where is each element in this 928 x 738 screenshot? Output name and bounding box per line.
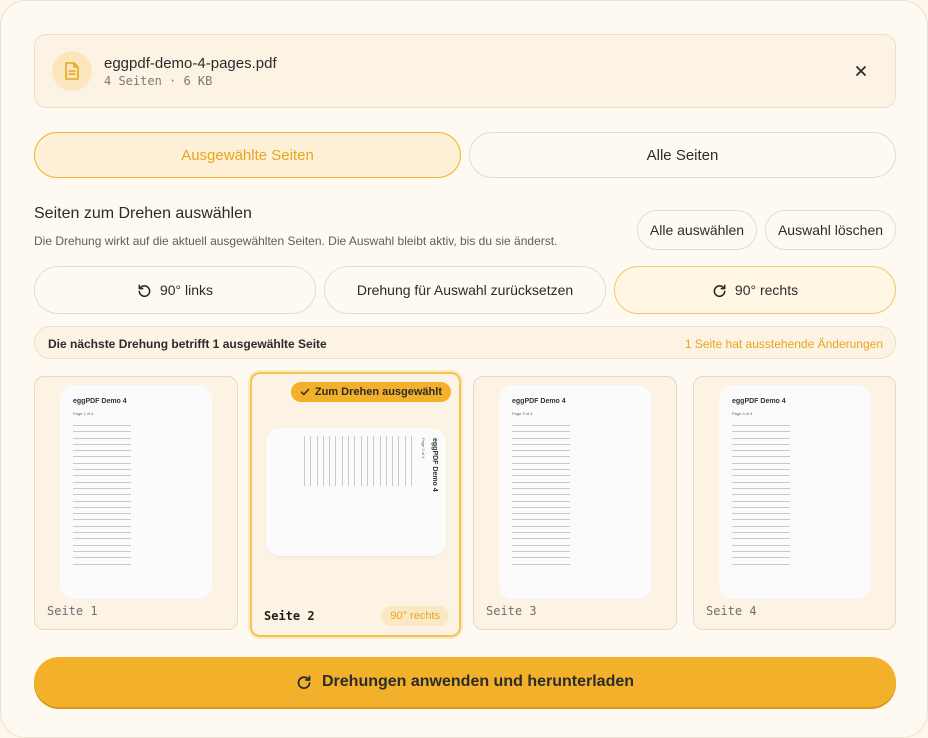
section-description: Die Drehung wirkt auf die aktuell ausgewählten Seiten. Die Auswahl bleibt aktiv, bis du sie änderst. [34,234,558,248]
selection-info-bar [34,326,896,359]
thumb-line [732,513,790,514]
thumb-line [512,431,570,432]
thumb-line [304,436,305,486]
file-meta: 4 Seiten · 6 KB [104,74,213,88]
thumb-line [732,494,790,495]
page-label: Seite 3 [486,604,537,618]
thumb-line [73,507,131,508]
thumb-line [732,519,790,520]
thumb-line [73,557,131,558]
thumb-line [329,436,330,486]
thumb-line [335,436,336,486]
thumb-line [732,532,790,533]
page-thumbnail [719,385,871,599]
page-thumbnail [60,385,212,599]
rotate-left-button[interactable] [34,266,316,314]
thumb-line [512,557,570,558]
thumb-line [732,450,790,451]
rotate-right-button[interactable] [614,266,896,314]
section-title: Seiten zum Drehen auswählen [34,205,252,222]
thumb-line [411,436,412,486]
thumb-line [732,488,790,489]
thumb-line [73,444,131,445]
apply-rotations-label: Drehungen anwenden und herunterladen [321,673,635,690]
rotate-right-icon [712,283,727,298]
thumb-line [386,436,387,486]
page-label: Seite 2 [264,609,315,623]
reset-rotation-button[interactable] [324,266,606,314]
thumb-title: eggPDF Demo 4 [73,398,127,405]
thumb-line [73,469,131,470]
thumb-line [512,444,570,445]
thumb-line [323,436,324,486]
thumb-line [732,475,790,476]
close-icon[interactable] [849,59,873,83]
thumb-text-lines [304,436,412,486]
thumb-line [342,436,343,486]
thumb-line [73,538,131,539]
thumb-line [512,438,570,439]
file-bar [34,34,896,108]
check-icon [300,387,310,397]
thumb-line [512,488,570,489]
thumb-line [732,538,790,539]
thumb-line [73,488,131,489]
thumb-line [512,475,570,476]
selected-badge [291,382,451,402]
thumb-line [73,482,131,483]
thumb-line [512,469,570,470]
thumb-line [512,463,570,464]
thumb-line [361,436,362,486]
page-card-1[interactable] [34,376,238,630]
thumb-line [73,564,131,565]
thumb-line [73,456,131,457]
reset-rotation-label: Drehung für Auswahl zurücksetzen [356,282,574,298]
select-all-button[interactable]: Alle auswählen [637,210,757,250]
thumb-line [73,494,131,495]
page-card-3[interactable] [473,376,677,630]
rotation-tag: 90° rechts [381,606,449,626]
thumb-line [380,436,381,486]
selection-info: Die nächste Drehung betrifft 1 ausgewählte Seite [48,337,327,351]
thumb-line [73,526,131,527]
page-label: Seite 4 [706,604,757,618]
thumb-subtitle: Page 4 of 4 [732,411,753,416]
pending-changes-info: 1 Seite hat ausstehende Änderungen [684,337,883,351]
file-icon [52,51,92,91]
page-card-2[interactable] [250,372,461,637]
thumb-title: eggPDF Demo 4 [431,438,438,492]
thumb-line [73,513,131,514]
thumb-line [732,463,790,464]
thumb-subtitle: Page 2 of 4 [421,438,426,459]
thumb-line [512,456,570,457]
rotate-right-label: 90° rechts [734,282,799,298]
thumb-line [73,545,131,546]
thumb-line [310,436,311,486]
thumb-line [512,538,570,539]
thumb-line [512,450,570,451]
thumb-text-lines [512,425,570,570]
thumb-line [373,436,374,486]
thumb-line [732,507,790,508]
thumb-line [732,551,790,552]
thumb-line [732,469,790,470]
thumb-line [732,425,790,426]
apply-rotations-button[interactable] [34,657,896,707]
thumb-line [512,501,570,502]
thumb-line [512,519,570,520]
thumb-line [732,501,790,502]
thumb-line [512,564,570,565]
thumb-line [512,532,570,533]
thumb-line [732,482,790,483]
thumb-text-lines [732,425,790,570]
thumb-line [512,494,570,495]
thumb-line [73,450,131,451]
thumb-line [512,551,570,552]
thumb-line [354,436,355,486]
thumb-line [732,438,790,439]
thumb-title: eggPDF Demo 4 [512,398,566,405]
thumb-line [317,436,318,486]
thumb-line [348,436,349,486]
thumb-line [732,545,790,546]
thumb-line [732,557,790,558]
thumb-text-lines [73,425,131,570]
thumb-line [367,436,368,486]
thumb-line [73,532,131,533]
rotate-icon [296,674,312,690]
thumb-subtitle: Page 1 of 4 [73,411,94,416]
thumb-line [73,463,131,464]
rotate-left-label: 90° links [159,282,214,298]
thumb-line [732,456,790,457]
thumb-line [732,564,790,565]
thumb-line [398,436,399,486]
thumb-line [392,436,393,486]
selected-badge-label: Zum Drehen ausgewählt [314,386,442,398]
thumb-line [73,438,131,439]
thumb-line [732,526,790,527]
thumb-line [73,475,131,476]
thumb-line [732,444,790,445]
thumb-line [512,482,570,483]
rotate-left-icon [137,283,152,298]
page-label: Seite 1 [47,604,98,618]
thumb-line [73,519,131,520]
thumb-line [512,507,570,508]
thumb-line [512,526,570,527]
clear-selection-button[interactable]: Auswahl löschen [765,210,896,250]
thumb-line [73,431,131,432]
file-name: eggpdf-demo-4-pages.pdf [104,55,277,72]
page-thumbnail [499,385,651,599]
thumb-line [512,425,570,426]
thumb-line [512,513,570,514]
thumb-line [732,431,790,432]
thumb-line [73,551,131,552]
thumb-title: eggPDF Demo 4 [732,398,786,405]
page-card-4[interactable] [693,376,896,630]
thumb-subtitle: Page 3 of 4 [512,411,533,416]
thumb-line [73,501,131,502]
thumb-line [73,425,131,426]
thumb-line [512,545,570,546]
page-thumbnail-rotated [266,428,446,556]
thumb-line [405,436,406,486]
tab-selected-pages[interactable]: Ausgewählte Seiten [34,132,461,178]
tab-all-pages[interactable]: Alle Seiten [469,132,896,178]
